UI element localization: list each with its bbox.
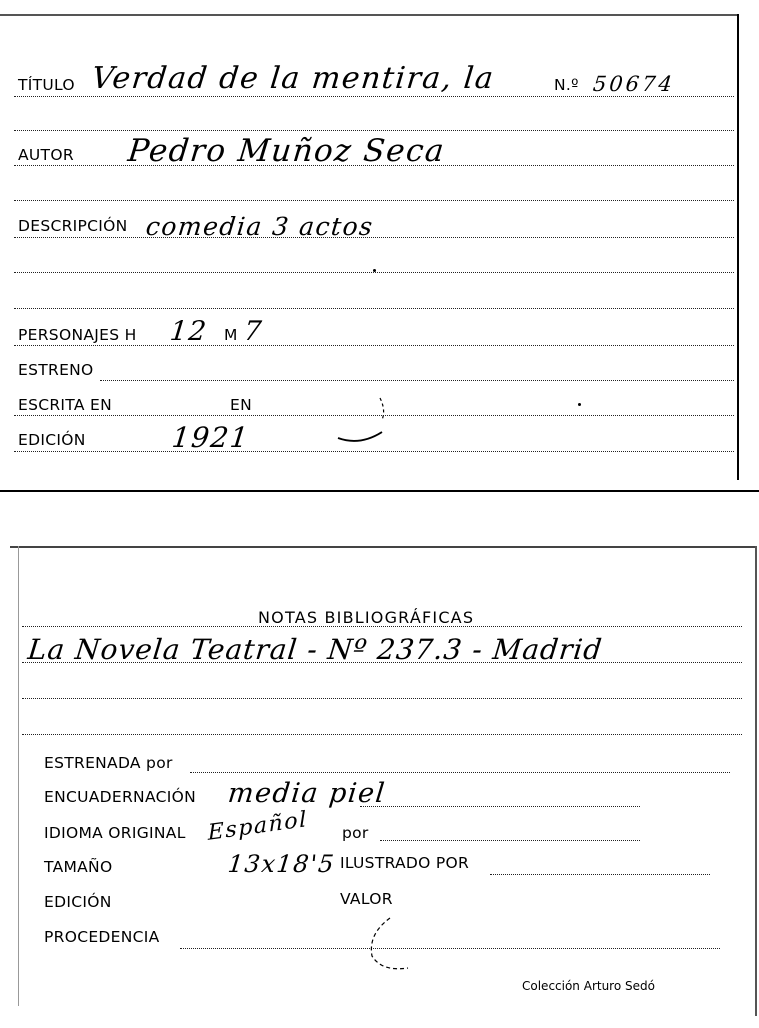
rule-line [360, 806, 640, 807]
rule-line [180, 948, 720, 949]
rule-line [14, 451, 734, 452]
numero-value: 50674 [591, 72, 677, 96]
catalog-card-front [0, 0, 759, 492]
notas-heading: NOTAS BIBLIOGRÁFICAS [258, 608, 475, 627]
rule-line [14, 272, 734, 273]
coleccion-footer: Colección Arturo Sedó [522, 979, 655, 993]
autor-label: AUTOR [18, 146, 74, 164]
notas-value: La Novela Teatral - Nº 237.3 - Madrid [26, 633, 605, 666]
rule-line [14, 345, 734, 346]
escrita-label: ESCRITA EN [18, 396, 112, 414]
rule-line [14, 308, 734, 309]
card-top-edge [10, 546, 756, 548]
titulo-value: Verdad de la mentira, la [90, 61, 497, 96]
stamp-mark [360, 910, 440, 980]
numero-label: N.º [554, 76, 579, 94]
card-top-edge [0, 14, 738, 16]
rule-line [22, 698, 742, 699]
rule-line [380, 840, 640, 841]
rule-line [14, 200, 734, 201]
descripcion-value: comedia 3 actos [144, 212, 376, 241]
rule-line [100, 380, 734, 381]
tamano-value: 13x18'5 [226, 850, 337, 878]
speck [578, 403, 581, 406]
personajes-h-value: 12 [168, 316, 209, 347]
descripcion-label: DESCRIPCIÓN [18, 217, 128, 235]
catalog-card-back [0, 540, 759, 1028]
tamano-label: TAMAÑO [44, 858, 113, 876]
estreno-label: ESTRENO [18, 361, 94, 379]
procedencia-label: PROCEDENCIA [44, 928, 160, 946]
rule-line [14, 237, 734, 238]
estrenada-label: ESTRENADA por [44, 754, 173, 772]
rule-line [14, 96, 734, 97]
personajes-label: PERSONAJES H [18, 326, 137, 344]
encuadernacion-value: media piel [226, 778, 388, 809]
idioma-value: Español [207, 807, 309, 846]
card-right-edge [755, 546, 757, 1016]
edicion-label: EDICIÓN [18, 431, 86, 449]
rule-line [490, 874, 710, 875]
card-bottom-edge [0, 490, 759, 492]
personajes-m-value: 7 [242, 316, 265, 347]
personajes-m-label: M [224, 326, 238, 344]
por-label: por [342, 824, 369, 842]
card-left-edge [18, 546, 19, 1006]
rule-line [14, 130, 734, 131]
autor-value: Pedro Muñoz Seca [126, 133, 447, 169]
edicion-value: 1921 [170, 421, 252, 454]
valor-label: VALOR [340, 890, 393, 908]
speck [373, 269, 376, 272]
en-label: EN [230, 396, 252, 414]
edicion-label-2: EDICIÓN [44, 893, 112, 911]
titulo-label: TÍTULO [18, 76, 75, 94]
card-right-edge [737, 14, 739, 480]
rule-line [190, 772, 730, 773]
stamp-mark [330, 390, 400, 450]
idioma-label: IDIOMA ORIGINAL [44, 824, 186, 842]
ilustrado-label: ILUSTRADO POR [340, 854, 470, 872]
encuadernacion-label: ENCUADERNACIÓN [44, 788, 196, 806]
rule-line [22, 734, 742, 735]
